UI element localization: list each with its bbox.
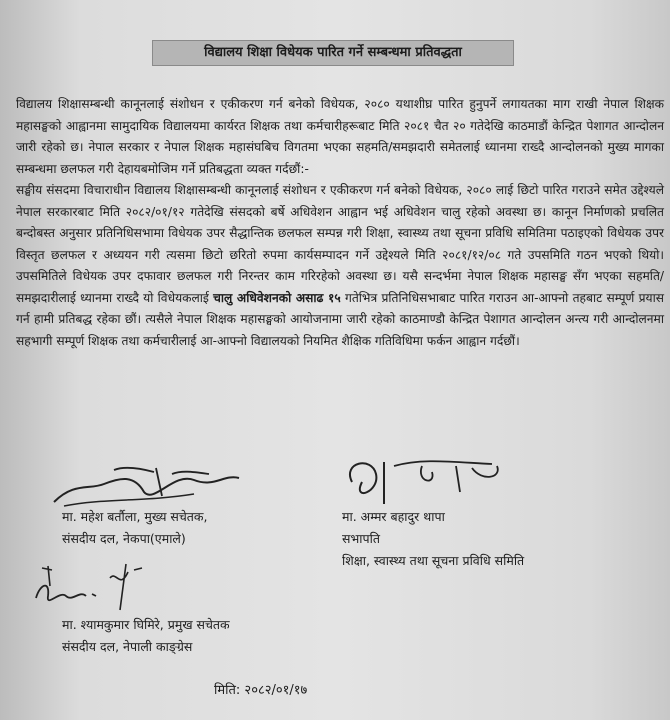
commitment-text-part2: गतेभित्र प्रतिनिधिसभाबाट पारित गराउन आ-आफ्नो तहबाट सम्पूर्ण प्रयास गर्न हामी प्रतिबद्ध रहेका छौं। त्यसैले नेपाल शिक्षक महासङ्घको आयोजनामा जारी रहेको काठमाण्डौ केन्द्रित पेशागत आन्दोलन अन्त्य गरी आन्दोलनमा सहभागी सम्पूर्ण शिक्षक तथा कर्मचारीलाई आ-आफ्नो विद्यालयको नियमित शैक्षिक गतिविधिमा फर्कन आह्वान गर्दछौं। — [16, 290, 665, 348]
signature-shyamkumar-ghimire — [30, 560, 150, 614]
signatory-3-name: मा. श्यामकुमार घिमिरे, प्रमुख सचेतक — [62, 617, 230, 632]
intro-paragraph: विद्यालय शिक्षासम्बन्धी कानूनलाई संशोधन र एकीकरण गर्न बनेको विधेयक, २०८० यथाशीघ्र पारित हुनुपर्ने लगायतका माग राखी नेपाल शिक्षक महासङ्घको आह्वानमा सामुदायिक विद्यालयमा कार्यरत शिक्षक तथा कर्मचारीहरूबाट मिति २०८१ चैत २० गतेदेखि काठमाडौं केन्द्रित पेशागत आन्दोलन जारी रहेको छ। नेपाल सरकार र नेपाल शिक्षक महासंघबिच विगतमा भएका सहमति/समझदारी समेतलाई ध्यानमा राख्दै आन्दोलनको मुख्य मागका सम्बन्धमा छलफल गरी देहायबमोजिम गर्ने प्रतिबद्धता व्यक्त गर्दछौं:- — [16, 97, 664, 176]
signatory-1-name: मा. महेश बर्तौला, मुख्य सचेतक, — [62, 509, 208, 524]
commitment-paragraph — [16, 180, 664, 352]
signatory-2-role: सभापति — [342, 531, 380, 546]
document-body — [16, 94, 664, 352]
signatory-1-role: संसदीय दल, नेकपा(एमाले) — [62, 531, 186, 546]
commitment-text-part1: सङ्घीय संसदमा विचाराधीन विद्यालय शिक्षासम्बन्धी कानूनलाई संशोधन र एकीकरण गर्न बनेको विधेयक, २०८० लाई छिटो पारित गराउने समेत उद्देश्यले नेपाल सरकारबाट मिति २०८२/०१/१२ गतेदेखि संसदको बर्षे अधिवेशन आह्वान भई अधिवेशन चालु रहेको अवस्था छ। कानून निर्माणको प्रचलित बन्दोबस्त अनुसार प्रतिनिधिसभामा विधेयक उपर सैद्धान्तिक छलफल सम्पन्न गरी शिक्षा, स्वास्थ्य तथा सूचना प्रविधि समितिमा पठाइएको विधेयक उपर विस्तृत छलफल र अध्ययन गरी त्यसमा छिटो छरितो रुपमा कार्यसम्पादन गर्ने उद्देश्यले मिति २०८१/१२/०८ गते उपसमिति गठन भएको थियो। उपसमितिले विधेयक उपर दफावार छलफल गरी निरन्तर काम गरिरहेको अवस्था छ। यसै सन्दर्भमा नेपाल शिक्षक महासङ्घ सँग भएका सहमति/समझदारीलाई ध्यानमा राख्दै यो विधेयकलाई — [16, 183, 664, 305]
document-title: विद्यालय शिक्षा विधेयक पारित गर्ने सम्बन्धमा प्रतिवद्धता — [152, 40, 514, 66]
deadline-highlight: चालु अधिवेशनको असाढ १५ — [213, 290, 341, 305]
signatory-2-committee: शिक्षा, स्वास्थ्य तथा सूचना प्रविधि समिति — [342, 553, 525, 568]
signatory-2-block — [342, 506, 524, 572]
signatory-3-role: संसदीय दल, नेपाली काङ्ग्रेस — [62, 639, 193, 654]
signatory-2-name: मा. अम्मर बहादुर थापा — [342, 509, 445, 524]
signature-ammar-bahadur-thapa — [332, 452, 522, 512]
document-date: मिति: २०८२/०१/१७ — [214, 683, 308, 698]
signatory-3-block — [62, 614, 230, 658]
signatory-1-block — [62, 506, 208, 550]
